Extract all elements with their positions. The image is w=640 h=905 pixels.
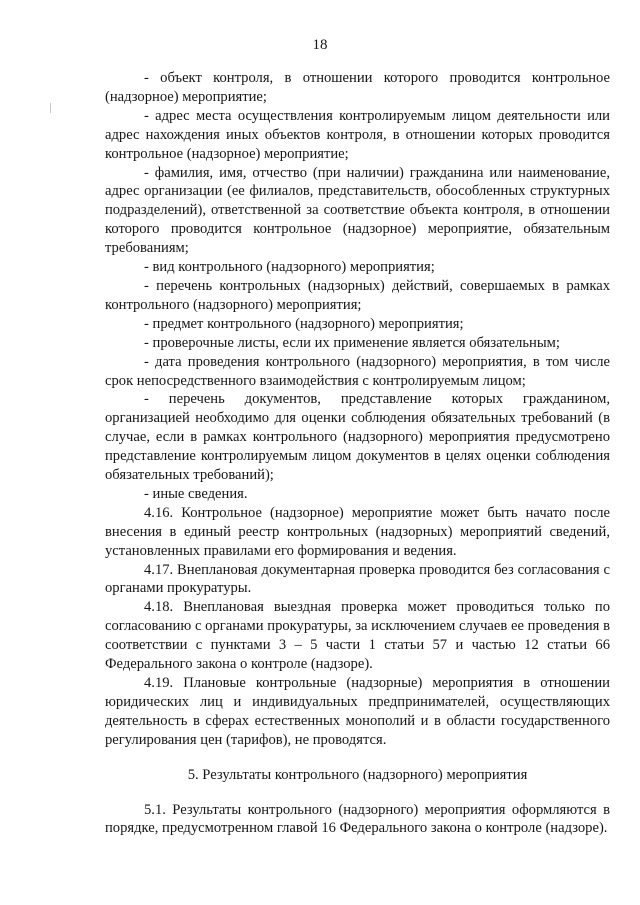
list-item-documents: - перечень документов, представление которых гражданином, организацией необходимо для оценки соблюдения обязательных требований (в случае, если в рамках контрольного (надзорного) мероприятия предусмотрено представление контролируемым лицом документов в целях оценки соблюдения обязательных требований); (105, 391, 610, 484)
page-number: 18 (312, 37, 328, 53)
list-item-event-type: - вид контрольного (надзорного) мероприятия; (144, 259, 435, 276)
clause-4-18: 4.18. Внеплановая выездная проверка может проводиться только по согласованию с органами прокуратуры, за исключением случаев ее проведения в соответствии с пунктами 3 – 5 части 1 статьи 57 и частью 12 статьи 66 Федерального закона о контроле (надзоре). (105, 599, 610, 673)
clause-5-1: 5.1. Результаты контрольного (надзорного) мероприятия оформляются в порядке, предусмотренном главой 16 Федерального закона о контроле (надзоре). (105, 801, 610, 837)
document-body (105, 69, 610, 838)
list-item-control-object: - объект контроля, в отношении которого проводится контрольное (надзорное) мероприятие; (105, 70, 610, 105)
clause-4-17: 4.17. Внеплановая документарная проверка проводится без согласования с органами прокуратуры. (105, 561, 610, 597)
section-heading: 5. Результаты контрольного (надзорного) мероприятия (187, 766, 528, 783)
list-item-responsible-person: - фамилия, имя, отчество (при наличии) гражданина или наименование, адрес организации (ее филиалов, представительств, обособленных структурных подразделений), ответственной за соответствие объекта контроля, в отношении которого проводится контрольное (надзорное) мероприятие, обязательным требованиям; (105, 164, 610, 257)
list-item-subject: - предмет контрольного (надзорного) мероприятия; (144, 315, 464, 332)
margin-mark (50, 103, 51, 113)
clause-4-19: 4.19. Плановые контрольные (надзорные) мероприятия в отношении юридических лиц и индивидуальных предпринимателей, осуществляющих деятельность в сферах естественных монополий и в области государственного регулирования цен (тарифов), не проводятся. (105, 675, 610, 748)
list-item-actions-list: - перечень контрольных (надзорных) действий, совершаемых в рамках контрольного (надзорного) мероприятия; (105, 277, 610, 313)
list-item-other: - иные сведения. (144, 485, 248, 502)
list-item-address: - адрес места осуществления контролируемым лицом деятельности или адрес нахождения иных объектов контроля, в отношении которых проводится контрольное (надзорное) мероприятие; (105, 107, 610, 162)
list-item-date: - дата проведения контрольного (надзорного) мероприятия, в том числе срок непосредственного взаимодействия с контролируемым лицом; (105, 353, 610, 389)
list-item-checklists: - проверочные листы, если их применение является обязательным; (144, 334, 560, 351)
clause-4-16: 4.16. Контрольное (надзорное) мероприятие может быть начато после внесения в единый реестр контрольных (надзорных) мероприятий сведений, установленных правилами его формирования и ведения. (105, 504, 610, 559)
